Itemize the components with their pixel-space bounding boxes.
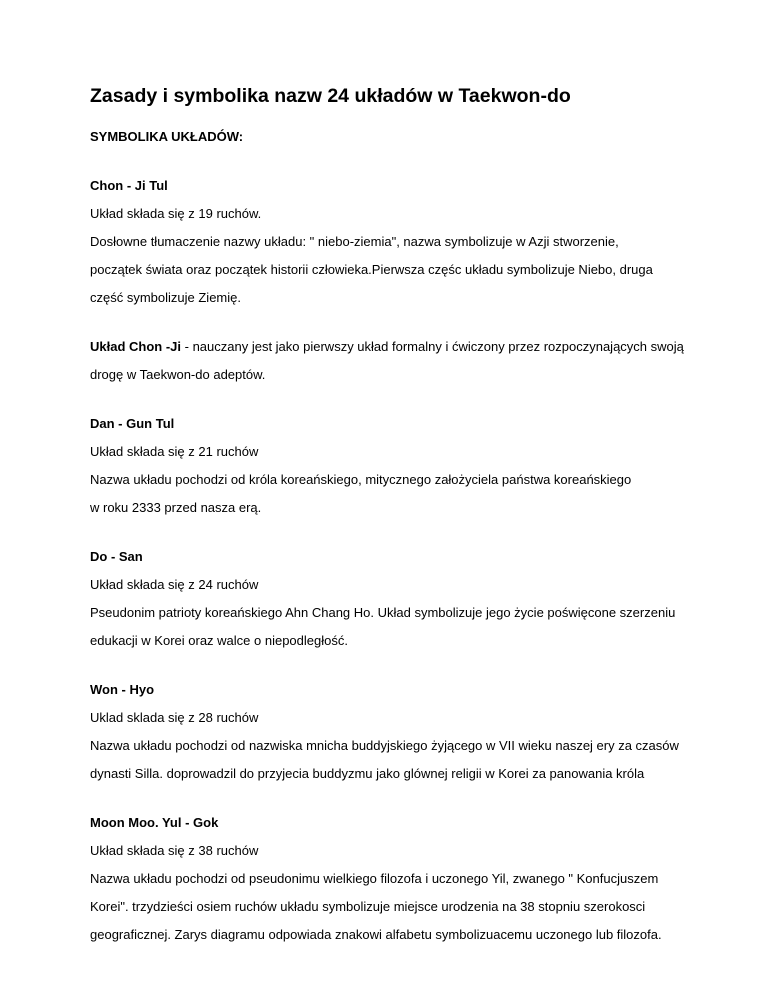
section-line: Nazwa układu pochodzi od króla koreańskiego, mitycznego założyciela państwa koreańskiego	[90, 472, 632, 487]
section-heading: Moon Moo. Yul - Gok	[90, 815, 219, 830]
section-line: Dosłowne tłumaczenie nazwy układu: " niebo-ziemia", nazwa symbolizuje w Azji stworzenie,	[90, 234, 619, 249]
section-chon-ji-note	[90, 339, 690, 383]
section-line: Układ składa się z 24 ruchów	[90, 577, 259, 592]
document-subtitle: SYMBOLIKA UKŁADÓW:	[90, 129, 244, 144]
section-heading: Chon - Ji Tul	[90, 178, 168, 193]
section-line: geograficznej. Zarys diagramu odpowiada znakowi alfabetu symbolizuacemu uczonego lub filozofa.	[90, 927, 662, 942]
section-chon-ji	[90, 178, 690, 306]
section-heading: Won - Hyo	[90, 682, 155, 697]
section-heading: Dan - Gun Tul	[90, 416, 175, 431]
section-line: Nazwa układu pochodzi od nazwiska mnicha buddyjskiego żyjącego w VII wieku naszej ery za czasów	[90, 738, 679, 753]
section-line: Pseudonim patrioty koreańskiego Ahn Chang Ho. Układ symbolizuje jego życie poświęcone szerzeniu	[90, 605, 676, 620]
document-page	[90, 84, 690, 943]
document-title: Zasady i symbolika nazw 24 układów w Taekwon-do	[90, 85, 571, 107]
section-line: Uklad sklada się z 28 ruchów	[90, 710, 259, 725]
section-line: Układ składa się z 19 ruchów.	[90, 206, 262, 221]
section-dan-gun	[90, 416, 690, 516]
section-line: część symbolizuje Ziemię.	[90, 290, 241, 305]
section-line-rest: - nauczany jest jako pierwszy układ formalny i ćwiczony przez rozpoczynających swoją	[181, 339, 684, 354]
section-won-hyo	[90, 682, 690, 782]
section-heading: Do - San	[90, 549, 143, 564]
section-do-san	[90, 549, 690, 649]
section-line: Nazwa układu pochodzi od pseudonimu wielkiego filozofa i uczonego Yil, zwanego " Konfucjuszem	[90, 871, 659, 886]
section-line	[90, 339, 690, 355]
section-line: w roku 2333 przed nasza erą.	[90, 500, 262, 515]
section-line: Korei". trzydzieści osiem ruchów układu symbolizuje miejsce urodzenia na 38 stopniu szerokosci	[90, 899, 646, 914]
section-yul-gok	[90, 815, 690, 943]
bold-lead: Układ Chon -Ji	[90, 339, 182, 354]
section-line: drogę w Taekwon-do adeptów.	[90, 367, 266, 382]
section-line: początek świata oraz początek historii człowieka.Pierwsza częśc układu symbolizuje Niebo, druga	[90, 262, 653, 277]
section-line: Układ składa się z 21 ruchów	[90, 444, 259, 459]
section-line: Układ składa się z 38 ruchów	[90, 843, 259, 858]
section-line: dynasti Silla. doprowadzil do przyjecia buddyzmu jako glównej religii w Korei za panowania króla	[90, 766, 645, 781]
section-line: edukacji w Korei oraz walce o niepodległość.	[90, 633, 348, 648]
